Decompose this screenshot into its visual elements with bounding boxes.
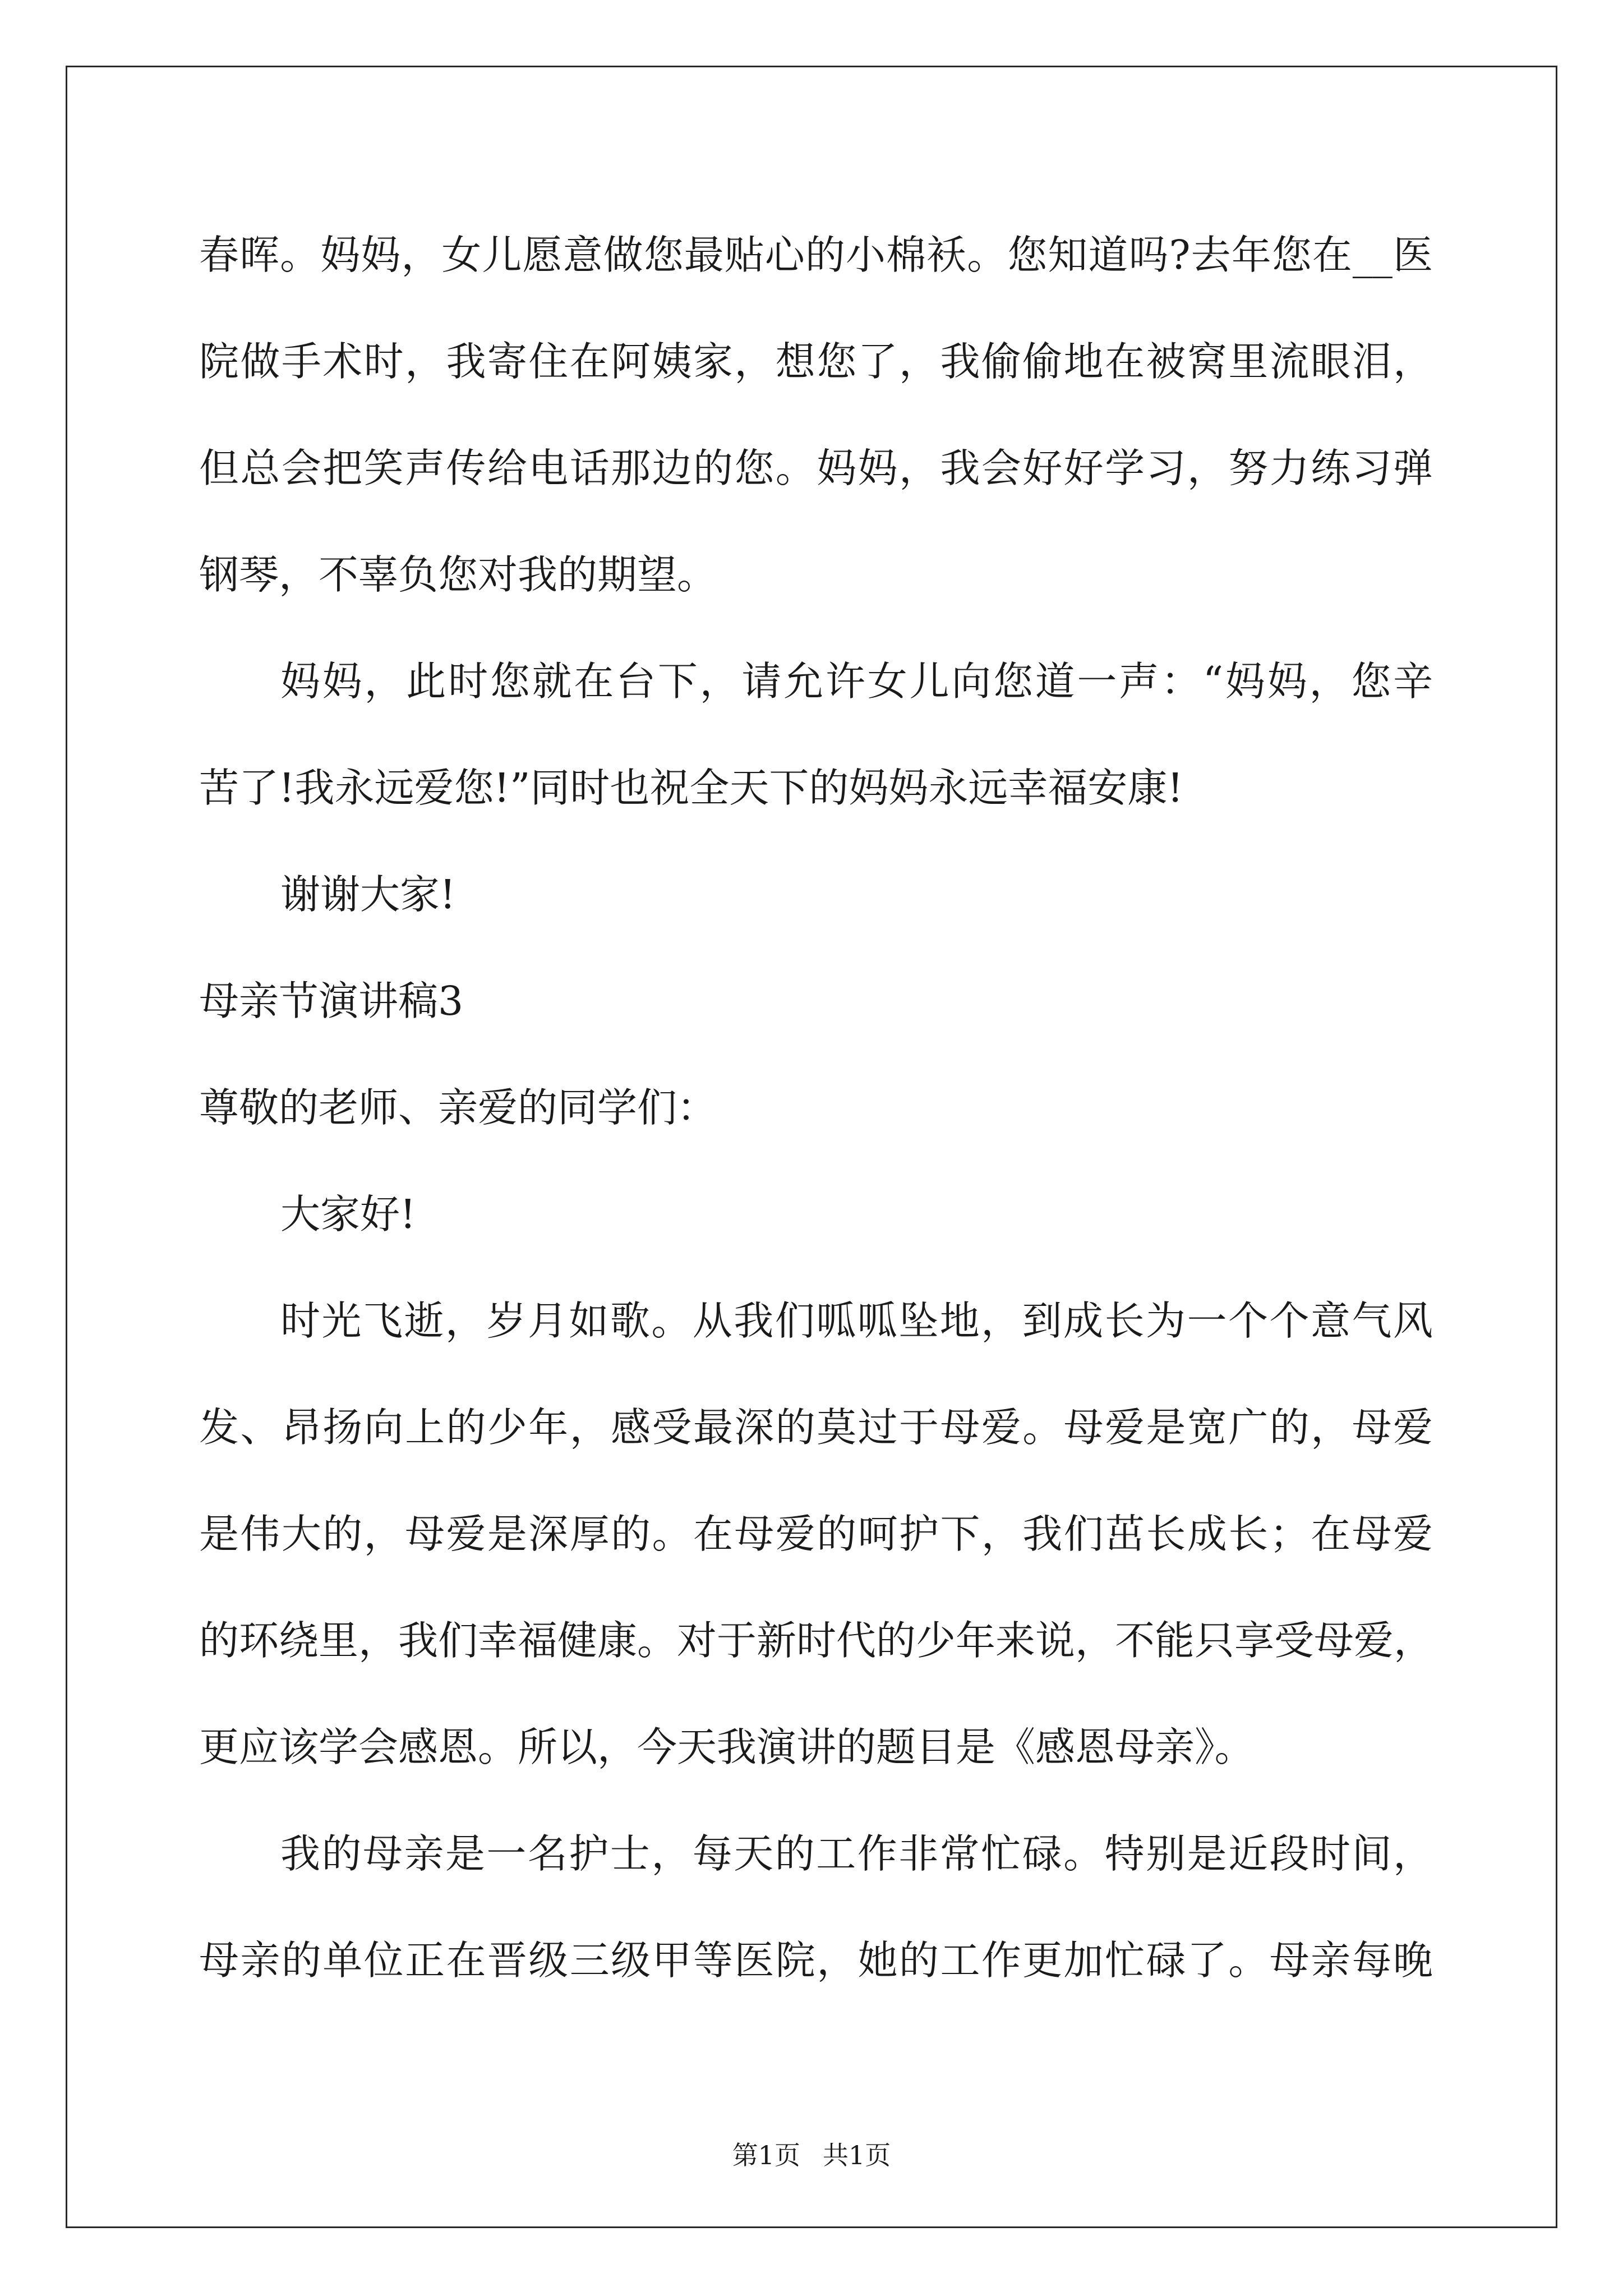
greeting: 大家好! <box>280 1191 416 1237</box>
paragraph-line: 春晖。妈妈，女儿愿意做您最贴心的小棉袄。您知道吗?去年您在__医 <box>199 232 1433 278</box>
paragraph-line: 妈妈，此时您就在台下，请允许女儿向您道一声：“妈妈，您辛 <box>280 658 1433 705</box>
paragraph-line: 院做手术时，我寄住在阿姨家，想您了，我偷偷地在被窝里流眼泪， <box>199 338 1433 385</box>
paragraph-line: 母亲的单位正在晋级三级甲等医院，她的工作更加忙碌了。母亲每晚 <box>199 1937 1433 1984</box>
paragraph-line: 是伟大的，母爱是深厚的。在母爱的呵护下，我们茁长成长；在母爱 <box>199 1511 1433 1557</box>
paragraph-line: 谢谢大家! <box>280 871 456 918</box>
salutation: 尊敬的老师、亲爱的同学们： <box>199 1084 717 1131</box>
paragraph-line: 苦了!我永远爱您!”同时也祝全天下的妈妈永远幸福安康! <box>199 765 1183 811</box>
paragraph-line: 时光飞逝，岁月如歌。从我们呱呱坠地，到成长为一个个意气风 <box>280 1297 1433 1344</box>
paragraph-line: 但总会把笑声传给电话那边的您。妈妈，我会好好学习，努力练习弹 <box>199 445 1433 491</box>
paragraph-line: 发、昂扬向上的少年，感受最深的莫过于母爱。母爱是宽广的，母爱 <box>199 1404 1433 1451</box>
section-heading: 母亲节演讲稿3 <box>199 978 464 1024</box>
paragraph-line: 更应该学会感恩。所以，今天我演讲的题目是《感恩母亲》。 <box>199 1724 1255 1770</box>
paragraph-line: 我的母亲是一名护士，每天的工作非常忙碌。特别是近段时间， <box>280 1830 1433 1877</box>
paragraph-line: 钢琴，不辜负您对我的期望。 <box>199 551 717 598</box>
page-number: 第1页 <box>732 2140 800 2170</box>
document-body <box>199 202 1433 2014</box>
total-pages: 共1页 <box>823 2140 891 2170</box>
paragraph-line: 的环绕里，我们幸福健康。对于新时代的少年来说，不能只享受母爱， <box>199 1617 1434 1664</box>
page-footer <box>0 2138 1623 2172</box>
